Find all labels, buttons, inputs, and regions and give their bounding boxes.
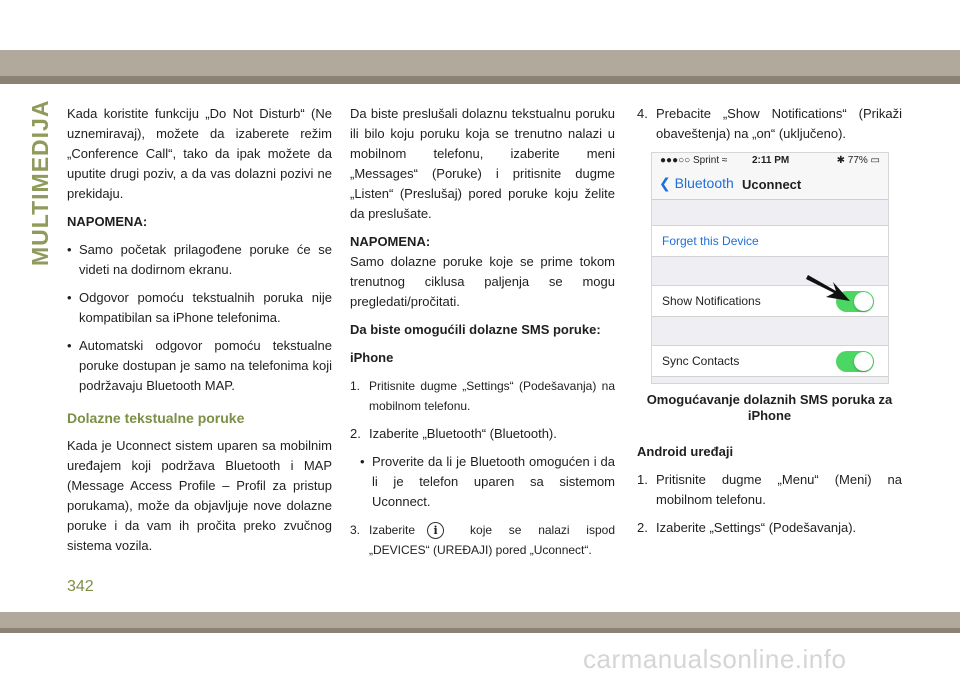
sync-contacts-row: Sync Contacts [652, 345, 888, 377]
show-notifications-row: Show Notifications [652, 285, 888, 317]
list-item: 2. Izaberite „Bluetooth“ (Bluetooth). [350, 426, 557, 441]
section-side-label: MULTIMEDIJA [27, 99, 53, 266]
list-item: • Automatski odgovor pomoću tekstualne poruke dostupan je samo na telefonima koji podržavaju Bluetooth MAP. [67, 336, 332, 396]
incoming-sms-body: Kada je Uconnect sistem uparen sa mobilnim uređajem koji podržava Bluetooth i MAP (Message Access Profile – Profil za pristup porukama), može da objavljuje nove dolazne poruke i da vam ih pročita preko zvučnog sistema vozila. [67, 438, 332, 553]
section-heading: Dolazne tekstualne poruke [67, 410, 245, 426]
list-item: 1. Pritisnite dugme „Settings“ (Podešavanja) na mobilnom telefonu. [350, 379, 615, 413]
pointer-arrow-icon [806, 271, 854, 307]
info-icon: i [427, 522, 444, 539]
list-item: 4. Prebacite „Show Notifications“ (Prikaži obaveštenja) na „on“ (uključeno). [637, 106, 902, 141]
phone-screen-title: Uconnect [742, 177, 802, 192]
column-3 [637, 104, 902, 546]
list-item: • Proverite da li je Bluetooth omogućen i da li je telefon uparen sa sistemom Uconnect. [350, 452, 615, 512]
enable-heading: Da biste omogućili dolazne SMS poruke: [350, 322, 601, 337]
android-heading: Android uređaji [637, 444, 734, 459]
list-item: 2. Izaberite „Settings“ (Podešavanja). [637, 520, 857, 535]
phone-screenshot [651, 152, 889, 384]
column-2 [350, 104, 615, 568]
list-item: • Odgovor pomoću tekstualnih poruka nije kompatibilan sa iPhone telefonima. [67, 288, 332, 328]
footer-band [0, 612, 960, 628]
figure-caption: Omogućavanje dolaznih SMS poruka za iPhone [646, 392, 893, 423]
column-1 [67, 104, 332, 564]
list-item: 1. Pritisnite dugme „Menu“ (Meni) na mobilnom telefonu. [637, 472, 902, 507]
header-whitespace [0, 0, 960, 50]
listen-intro: Da biste preslušali dolaznu tekstualnu poruku ili bilo koju poruku koja se trenutno nalazi u mobilnom telefonu, izaberite meni „Messages“ (Poruke) i pritisnite dugme „Listen“ (Preslušaj) pored poruke koju želite da preslušate. [350, 106, 615, 221]
phone-status-bar [652, 153, 888, 169]
list-item: • Samo početak prilagođene poruke će se videti na dodirnom ekranu. [67, 240, 332, 280]
carrier-signal: ●●●○○ Sprint ≈ [660, 155, 728, 166]
bullet-icon: • [67, 290, 72, 305]
bullet-icon: • [67, 338, 72, 353]
battery-icon: ✱ 77% ▭ [836, 155, 880, 166]
header-rule [0, 76, 960, 84]
back-button[interactable]: ❮ Bluetooth [659, 175, 734, 191]
iphone-label: iPhone [350, 350, 394, 365]
header-band [0, 50, 960, 76]
phone-nav-bar [652, 169, 888, 200]
forget-device-row[interactable]: Forget this Device [652, 225, 888, 257]
note-label: NAPOMENA: [67, 214, 148, 229]
page-number: 342 [67, 578, 94, 595]
note-text: Samo dolazne poruke koje se prime tokom trenutnog ciklusa paljenja se mogu pregledati/pročitati. [350, 254, 615, 309]
footer-rule [0, 628, 960, 633]
list-item: 3. Izaberite i koje se nalazi ispod „DEVICES“ (UREĐAJI) pored „Uconnect“. [350, 523, 615, 557]
watermark: carmanualsonline.info [583, 644, 847, 674]
note-label: NAPOMENA: [350, 234, 431, 249]
sync-contacts-toggle[interactable] [836, 351, 874, 372]
phone-time: 2:11 PM [752, 155, 790, 166]
note-block [350, 232, 615, 312]
dnd-intro: Kada koristite funkciju „Do Not Disturb“ (Ne uznemiravaj), možete da izaberete režim „Conference Call“, tako da ipak možete da uputite drugi poziv, a da vas dolazni pozivi ne prekidaju. [67, 106, 332, 201]
bullet-icon: • [67, 242, 72, 257]
bullet-icon: • [360, 454, 365, 469]
